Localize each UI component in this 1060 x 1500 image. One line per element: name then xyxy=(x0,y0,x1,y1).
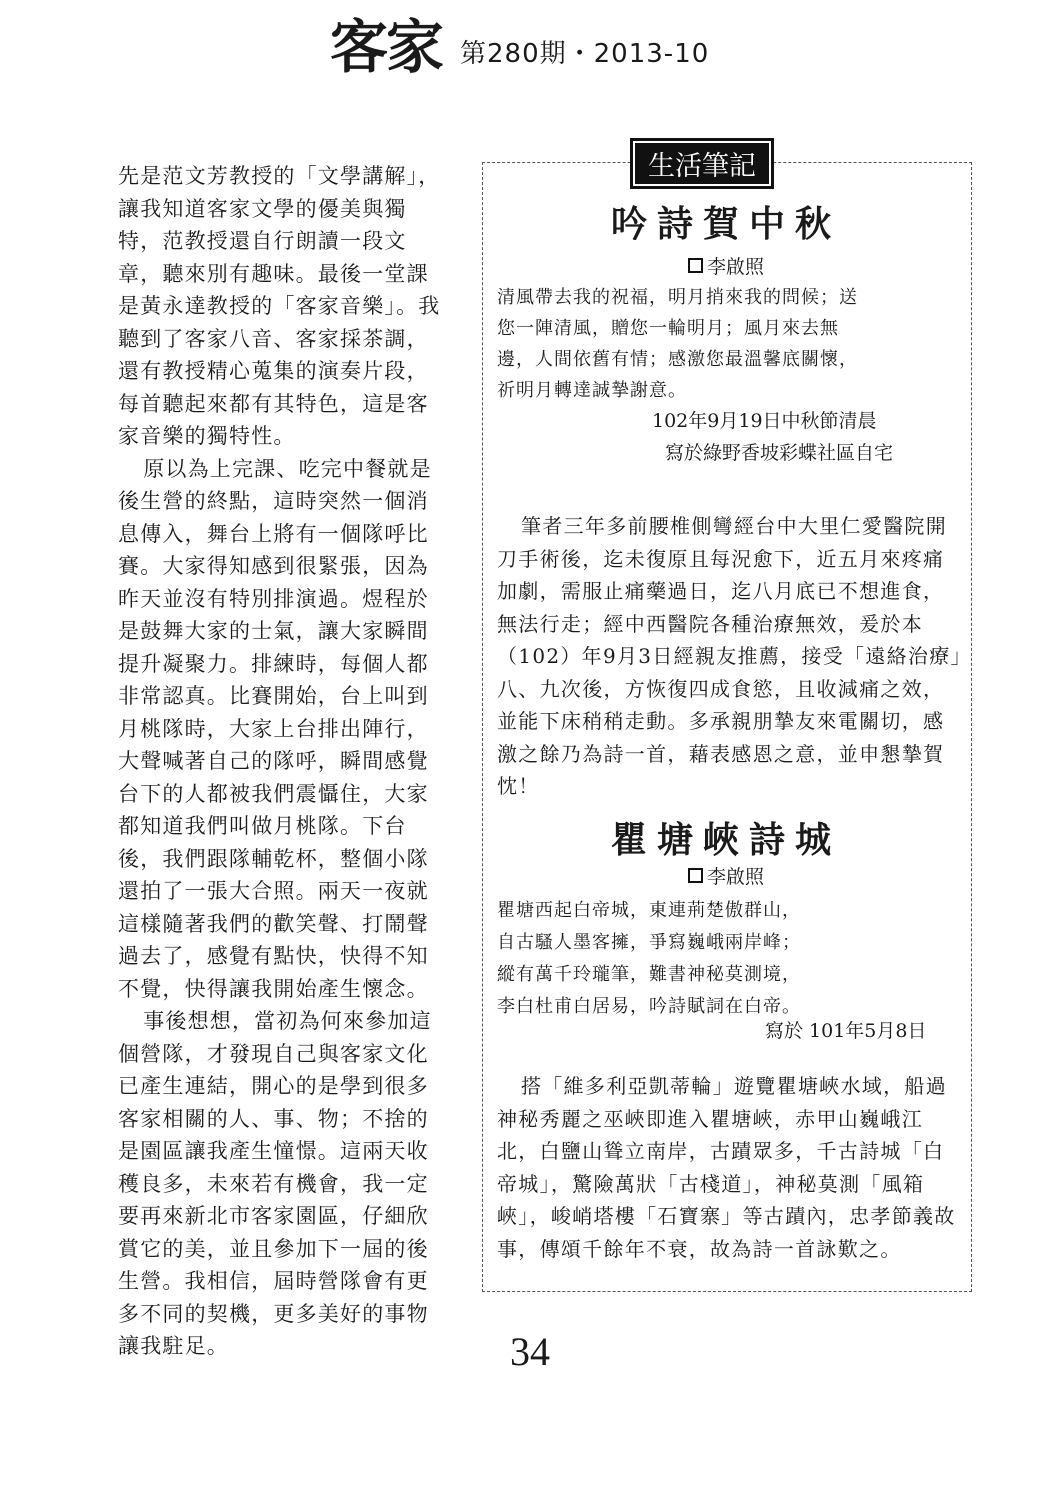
paragraph: 事後想想，當初為何來參加這個營隊，才發現自己與客家文化已產生連結，開心的是學到很多客家相關的人、事、物；不捨的是園區讓我產生憧憬。這兩天收穫良多，未來若有機會，我一定要再來新北市客家園區，仔細欣賞它的美，並且參加下一屆的後生營。我相信，屆時營隊會有更多不同的契機，更多美好的事物讓我駐足。 xyxy=(118,1009,432,1358)
paragraph: 先是范文芳教授的「文學講解」，讓我知道客家文學的優美與獨特，范教授還自行朗讀一段文章，聽來別有趣味。最後一堂課是黃永達教授的「客家音樂」。我聽到了客家八音、客家採茶調，還有教授精心蒐集的演奏片段，每首聽起來都有其特色，這是客家音樂的獨特性。 xyxy=(118,164,441,448)
poem xyxy=(497,895,967,1023)
article-body: 搭「維多利亞凱蒂輪」遊覽瞿塘峽水域，船過神秘秀麗之巫峽即進入瞿塘峽，赤甲山巍峨江北，白鹽山聳立南岸，古蹟眾多，千古詩城「白帝城」，驚險萬狀「古棧道」，神秘莫測「風箱峽」，峻峭塔樓「石寶寨」等古蹟內，忠孝節義故事，傳頌千餘年不衰，故為詩一首詠歎之。 xyxy=(497,1074,956,1261)
author-name: 李啟照 xyxy=(706,866,764,888)
square-bullet-icon xyxy=(688,868,703,883)
square-bullet-icon xyxy=(688,258,703,273)
magazine-logo: 客家 xyxy=(330,13,443,81)
masthead xyxy=(330,13,710,81)
article-title: 瞿塘峽詩城 xyxy=(610,819,841,861)
issue-info: 第280期・2013-10 xyxy=(460,39,710,69)
poem-line: 李白杜甫白居易，吟詩賦詞在白帝。 xyxy=(497,996,801,1017)
poem-line: 縱有萬千玲瓏筆，難書神秘莫測境， xyxy=(497,964,801,985)
left-column-text xyxy=(118,160,448,1363)
column-tag: 生活筆記 xyxy=(630,138,774,189)
poem-line: 瞿塘西起白帝城，東連荊楚傲群山， xyxy=(497,900,801,921)
date-line: 102年9月19日中秋節清晨 xyxy=(652,410,877,432)
date-line: 寫於 101年5月8日 xyxy=(765,1020,927,1042)
article-body: 筆者三年多前腰椎側彎經台中大里仁愛醫院開刀手術後，迄未復原且每況愈下，近五月來疼痛加劇，需服止痛藥過日，迄八月底已不想進食，無法行走；經中西醫院各種治療無效，爰於本（102）年9月3日經親友推薦，接受「遠絡治療」八、九次後，方恢復四成食慾，且收減痛之效，並能下床稍稍走動。多承親朋摯友來電關切，感激之餘乃為詩一首，藉表感恩之意，並申懇摯賀忱！ xyxy=(497,514,962,798)
verse-line: 您一陣清風，贈您一輪明月；風月來去無 xyxy=(497,318,839,339)
verse-line: 清風帶去我的祝福，明月捎來我的問候；送 xyxy=(497,287,858,308)
verse-line: 邊，人間依舊有情；感激您最溫馨底關懷， xyxy=(497,349,858,370)
place-line: 寫於綠野香坡彩蝶社區自宅 xyxy=(665,442,894,464)
paragraph: 原以為上完課、吃完中餐就是後生營的終點，這時突然一個消息傳入，舞台上將有一個隊呼比賽。大家得知感到很緊張，因為昨天並沒有特別排演過。煜程於是鼓舞大家的士氣，讓大家瞬間提升凝聚力。排練時，每個人都非常認真。比賽開始，台上叫到月桃隊時，大家上台排出陣行，大聲喊著自己的隊呼，瞬間感覺台下的人都被我們震懾住，大家都知道我們叫做月桃隊。下台後，我們跟隊輔乾杯，整個小隊還拍了一張大合照。兩天一夜就這樣隨著我們的歡笑聲、打鬧聲過去了，感覺有點快，快得不知不覺，快得讓我開始產生懷念。 xyxy=(118,456,432,1001)
author-byline xyxy=(482,252,970,279)
author-name: 李啟照 xyxy=(706,256,764,278)
greeting-verse xyxy=(497,282,967,406)
page-number: 34 xyxy=(510,1329,550,1374)
verse-line: 祈明月轉達誠摯謝意。 xyxy=(497,380,687,401)
author-byline xyxy=(482,862,970,889)
article-title: 吟詩賀中秋 xyxy=(610,203,841,245)
poem-line: 自古騷人墨客擁，爭寫巍峨兩岸峰； xyxy=(497,932,801,953)
